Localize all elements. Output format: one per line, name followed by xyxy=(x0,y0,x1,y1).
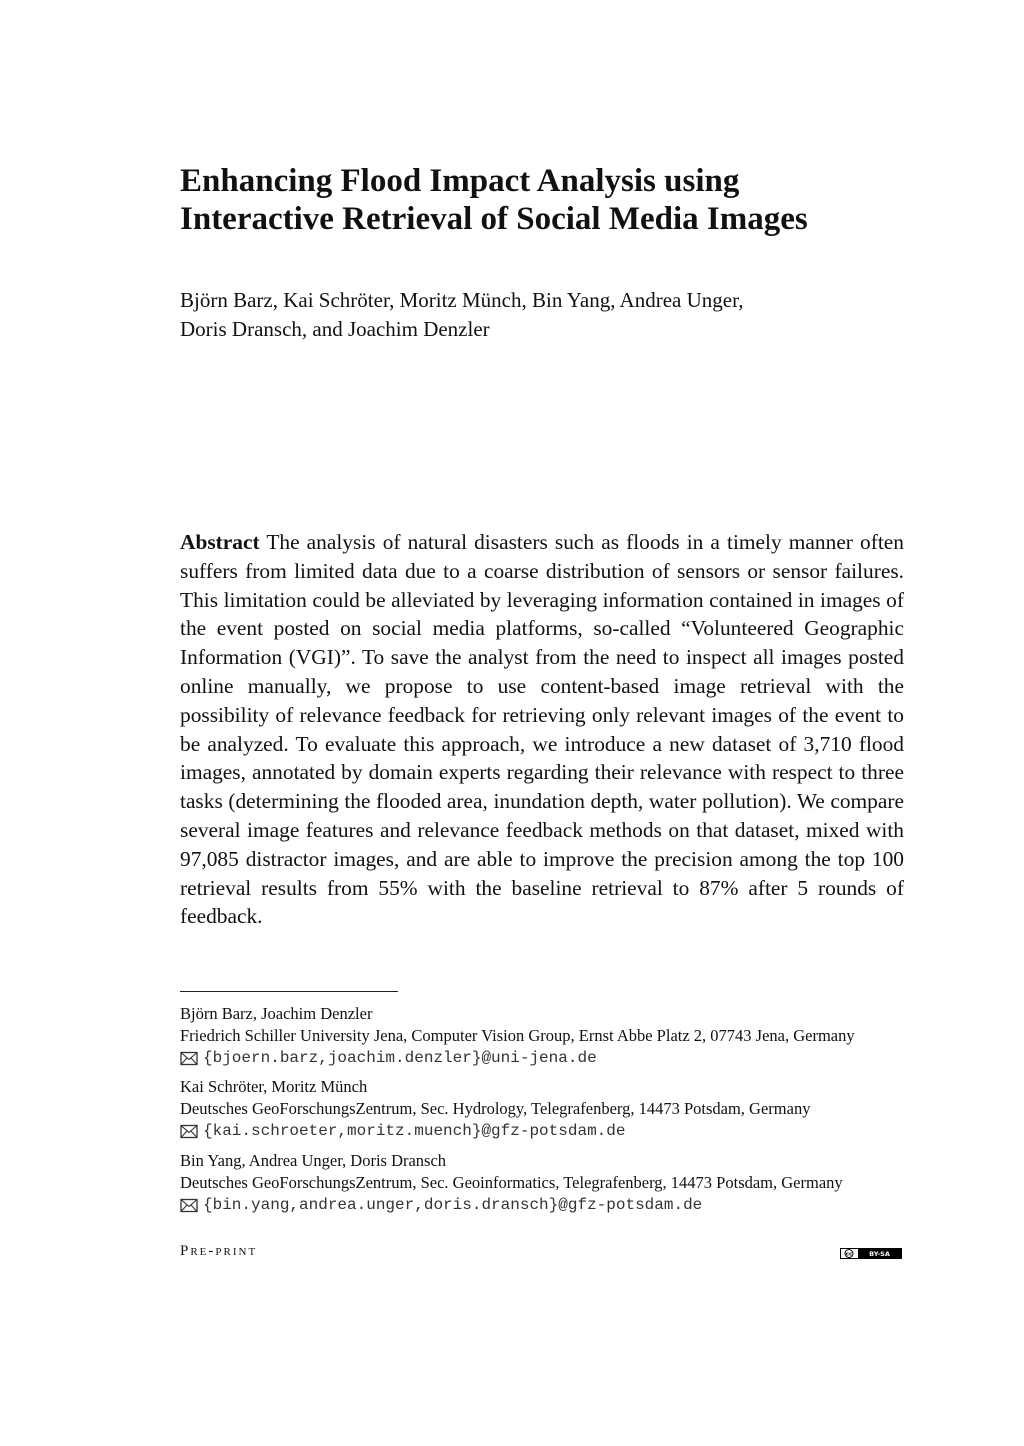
preprint-label: Pre-print xyxy=(180,1243,258,1259)
authors-line-1: Björn Barz, Kai Schröter, Moritz Münch, Bin Yang, Andrea Unger, xyxy=(180,288,744,312)
affiliation-institution: Deutsches GeoForschungsZentrum, Sec. Hydrology, Telegrafenberg, 14473 Potsdam, Germany xyxy=(180,1099,811,1118)
author-list xyxy=(180,286,900,344)
envelope-icon xyxy=(180,1198,198,1213)
license-cc-text: cc xyxy=(845,1251,853,1258)
abstract-heading: Abstract xyxy=(180,530,260,554)
affiliation-email[interactable]: {bjoern.barz,joachim.denzler}@uni-jena.de xyxy=(203,1049,597,1067)
affiliation-2 xyxy=(180,1076,920,1142)
footnote-rule xyxy=(180,991,398,992)
affiliation-email[interactable]: {bin.yang,andrea.unger,doris.dransch}@gfz-potsdam.de xyxy=(203,1196,703,1214)
envelope-icon xyxy=(180,1051,198,1066)
affiliation-names: Bin Yang, Andrea Unger, Doris Dransch xyxy=(180,1151,447,1170)
paper-title xyxy=(180,162,880,238)
affiliation-names: Kai Schröter, Moritz Münch xyxy=(180,1077,368,1096)
abstract-text: The analysis of natural disasters such as floods in a timely manner often suffers from limited data due to a coarse distribution of sensors or sensor failures. This limitation could be alleviated by leveraging information contained in images of the event posted on social media platforms, so-called “Volunteered Geographic Information (VGI)”. To save the analyst from the need to inspect all images posted online manually, we propose to use content-based image retrieval with the possibility of relevance feedback for retrieving only relevant images of the event to be analyzed. To evaluate this approach, we introduce a new dataset of 3,710 flood images, annotated by domain experts regarding their relevance with respect to three tasks (determining the flooded area, inundation depth, water pollution). We compare several image features and relevance feedback methods on that dataset, mixed with 97,085 distractor images, and are able to improve the precision among the top 100 retrieval results from 55% with the baseline retrieval to 87% after 5 rounds of feedback. xyxy=(180,530,904,929)
cc-by-sa-badge-icon xyxy=(840,1248,902,1259)
authors-line-2: Doris Dransch, and Joachim Denzler xyxy=(180,317,490,341)
envelope-icon xyxy=(180,1124,198,1139)
affiliation-email-line xyxy=(180,1120,920,1142)
affiliation-names: Björn Barz, Joachim Denzler xyxy=(180,1004,373,1023)
affiliation-1 xyxy=(180,1003,920,1069)
affiliation-3 xyxy=(180,1150,920,1216)
affiliation-email[interactable]: {kai.schroeter,moritz.muench}@gfz-potsdam.de xyxy=(203,1122,626,1140)
affiliation-institution: Deutsches GeoForschungsZentrum, Sec. Geoinformatics, Telegrafenberg, 14473 Potsdam, Germany xyxy=(180,1173,843,1192)
abstract xyxy=(180,528,904,931)
affiliation-email-line xyxy=(180,1194,920,1216)
affiliation-institution: Friedrich Schiller University Jena, Computer Vision Group, Ernst Abbe Platz 2, 07743 Jena, Germany xyxy=(180,1026,855,1045)
license-text: BY-SA xyxy=(869,1250,890,1258)
title-line-1: Enhancing Flood Impact Analysis using xyxy=(180,163,740,199)
affiliation-email-line xyxy=(180,1047,920,1069)
title-line-2: Interactive Retrieval of Social Media Images xyxy=(180,201,808,237)
